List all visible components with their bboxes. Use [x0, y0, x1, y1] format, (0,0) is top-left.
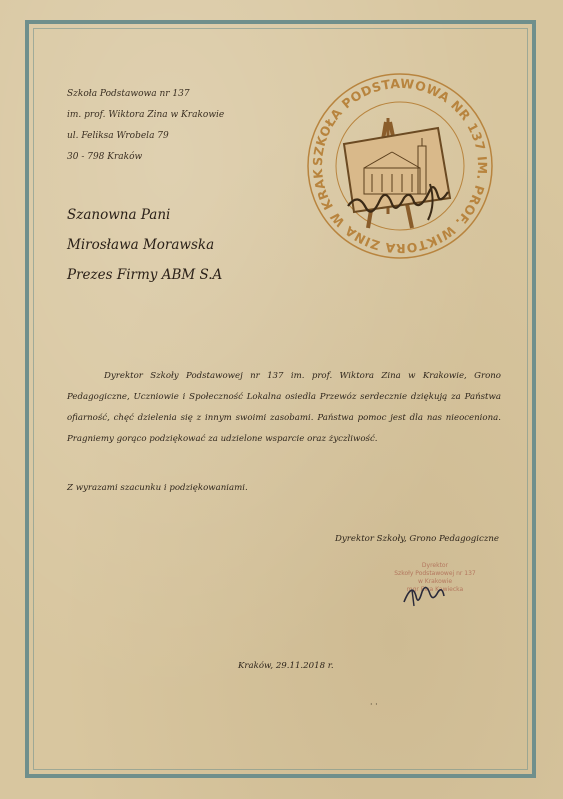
salutation: Szanowna Pani: [67, 207, 171, 223]
stamp-line-3: w Krakowie: [417, 578, 453, 585]
closing-line: Z wyrazami szacunku i podziękowaniami.: [67, 483, 248, 493]
address-line-street: ul. Feliksa Wrobela 79: [67, 131, 169, 141]
director-stamp: [360, 562, 510, 620]
greeting-block: [67, 200, 222, 290]
seal-emblem-icon: [300, 66, 500, 266]
signature-scribble-icon: [398, 580, 448, 610]
letter-body: Dyrektor Szkoły Podstawowej nr 137 im. prof. Wiktora Zina w Krakowie, Grono Pedagogiczne, Uczniowie i Społeczność Lokalna osiedla Przewóz serdecznie dziękują za Państwa ofiarność, chęć dzielenia się z innym swoimi zasobami. Państwa pomoc jest dla nas nieoceniona. Pragniemy gorąco podziękować za udzielone wsparcie oraz życzliwość.: [67, 371, 501, 444]
seal-ring-text: SZKOŁA PODSTAWOWA NR 137 IM. PROF. WIKTORA ZINA W KRAK: [309, 75, 491, 257]
address-line-patron: im. prof. Wiktora Zina w Krakowie: [67, 110, 225, 120]
decorative-dots: · ·: [370, 700, 378, 709]
school-seal-logo: [300, 66, 500, 266]
stamp-line-4: mgr Ewa Kawiecka: [406, 586, 464, 593]
letter-date: Kraków, 29.11.2018 r.: [238, 661, 334, 671]
address-line-school: Szkoła Podstawowa nr 137: [67, 89, 190, 99]
address-line-city: 30 - 798 Kraków: [67, 152, 143, 162]
recipient-name: Mirosława Morawska: [67, 237, 215, 253]
signatory-title: Dyrektor Szkoły, Grono Pedagogiczne: [335, 534, 499, 544]
stamp-line-1: Dyrektor: [421, 562, 449, 569]
school-address: [67, 84, 224, 168]
recipient-position: Prezes Firmy ABM S.A: [67, 267, 223, 283]
stamp-line-2: Szkoły Podstawowej nr 137: [394, 570, 476, 577]
